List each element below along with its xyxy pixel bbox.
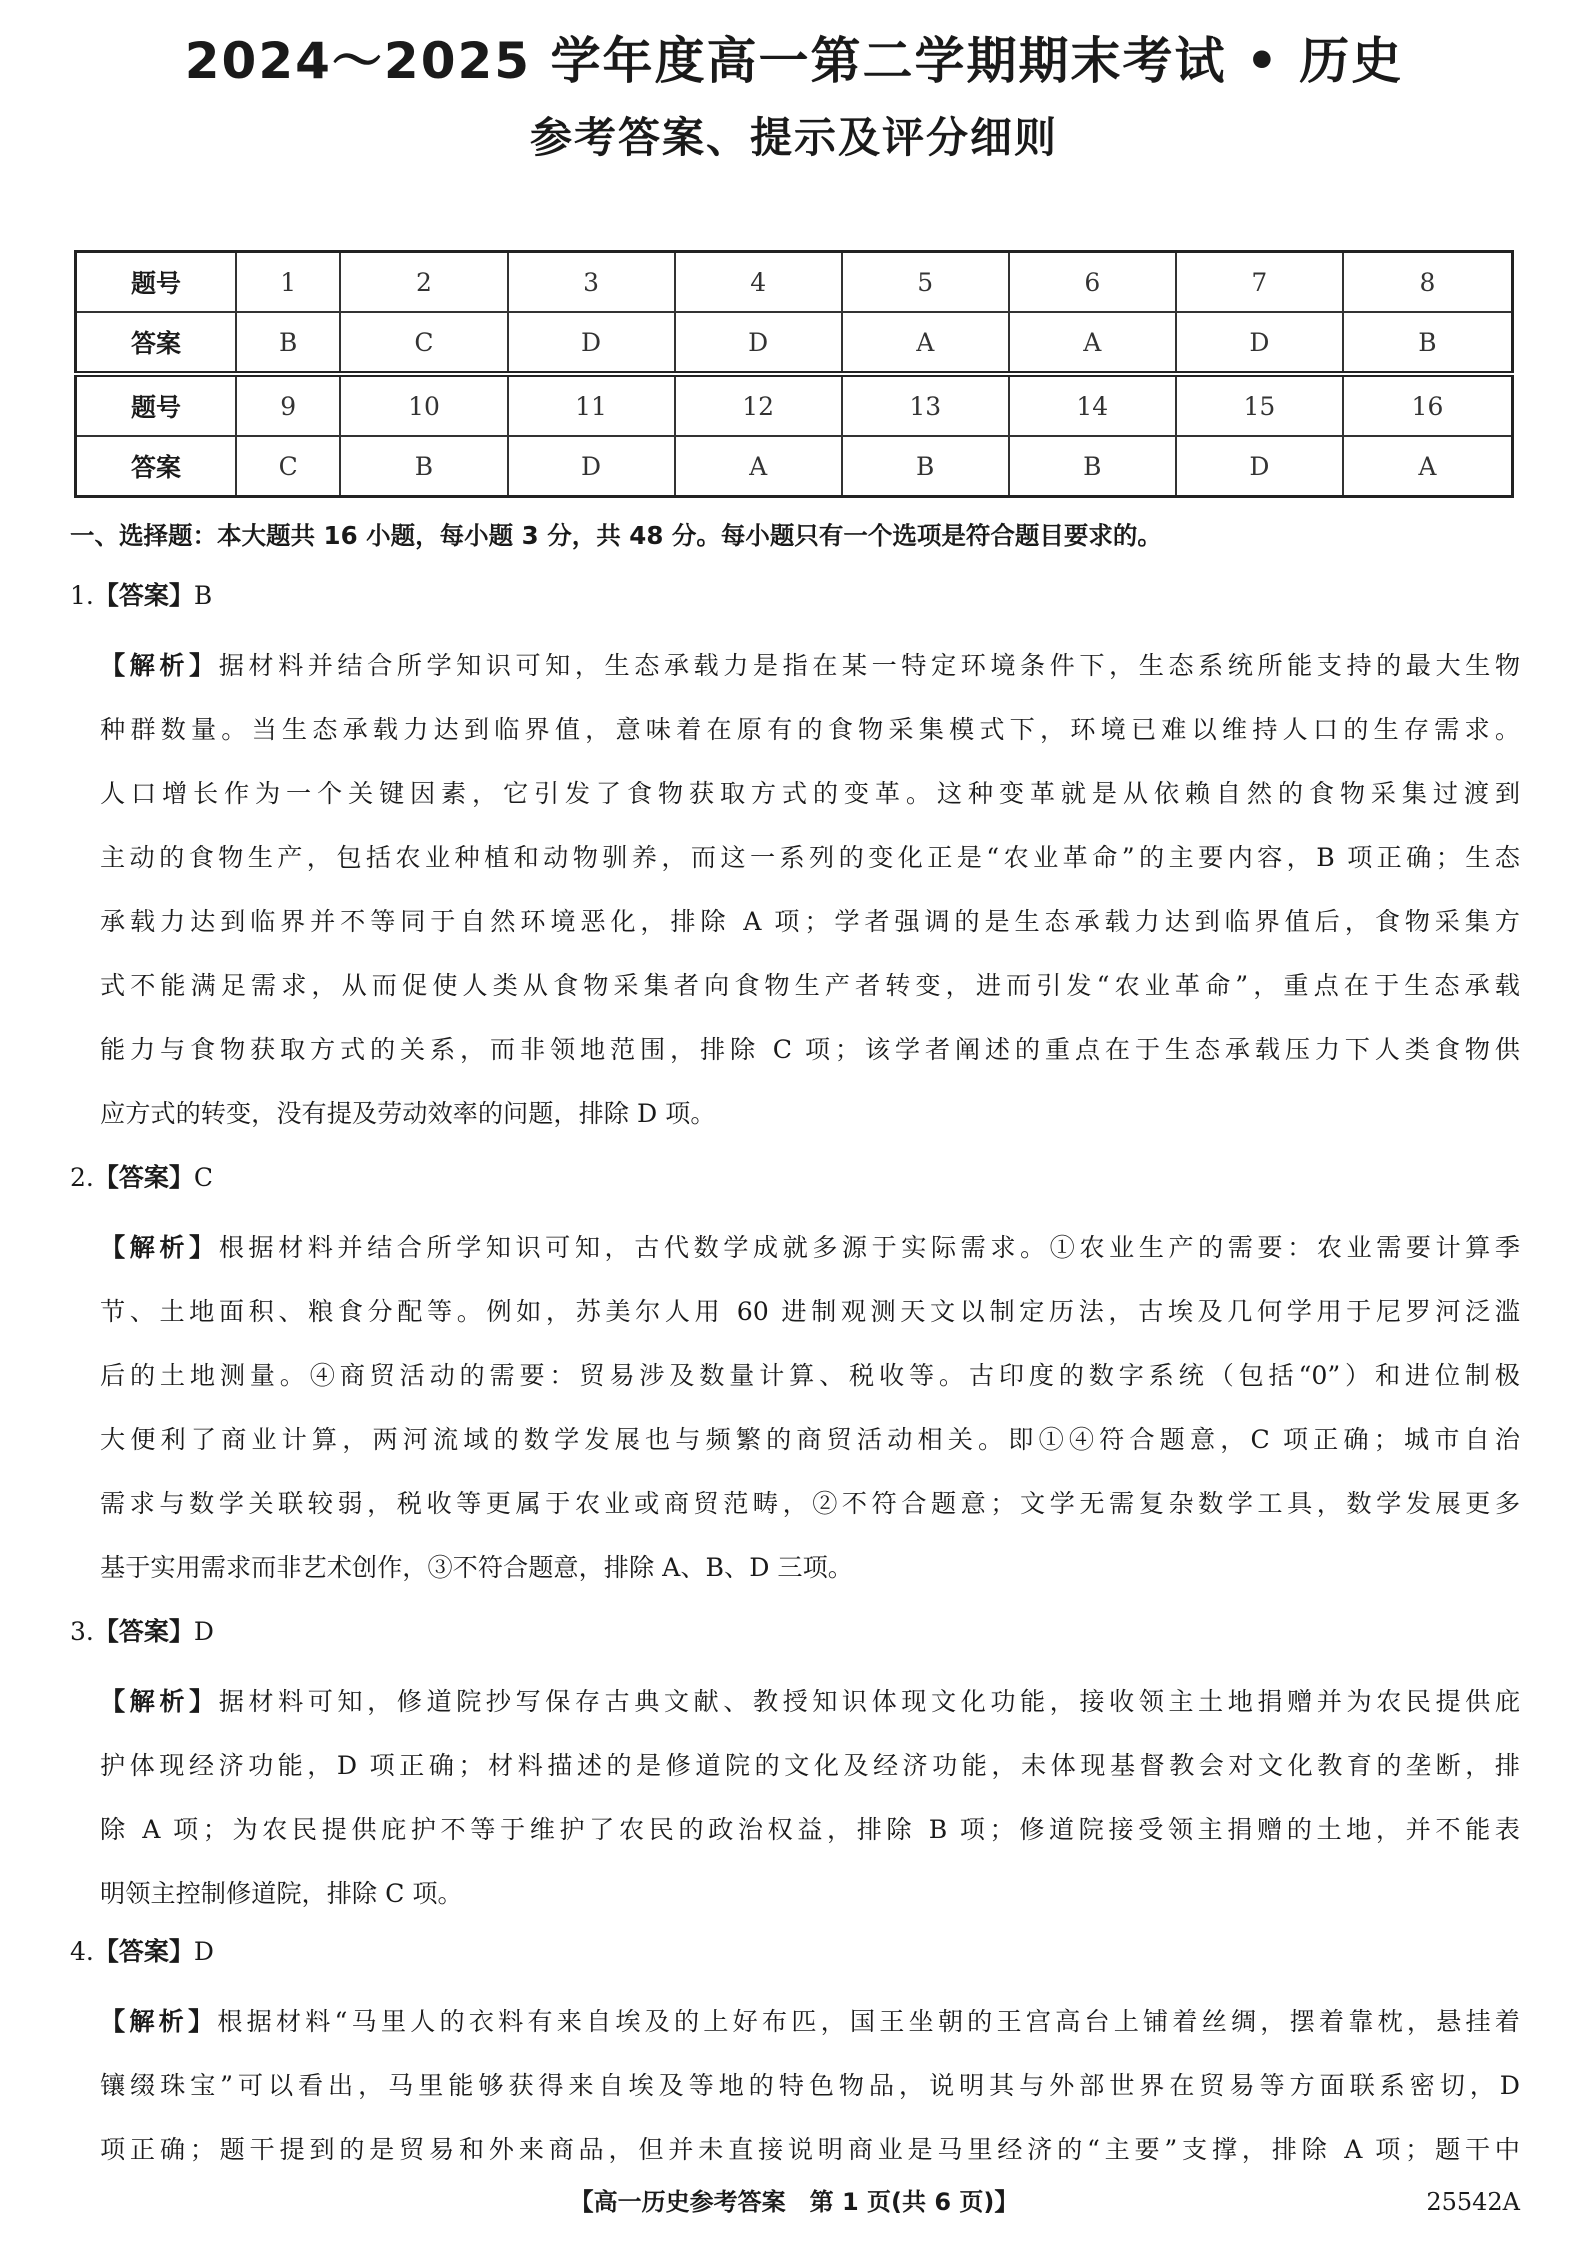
table-row	[76, 374, 1513, 436]
table-row	[76, 252, 1513, 313]
answer-value: D	[193, 1617, 214, 1646]
analysis-line: 基于实用需求而非艺术创作，③不符合题意，排除 A、B、D 三项。	[100, 1553, 853, 1582]
row-label-number: 题号	[76, 252, 237, 313]
analysis-line	[100, 1990, 1520, 2054]
analysis-line	[100, 634, 1520, 698]
table-cell: 16	[1343, 374, 1513, 436]
analysis-line: 镶缀珠宝”可以看出，马里能够获得来自埃及等地的特色物品，说明其与外部世界在贸易等方面联系密切，D	[100, 2071, 1520, 2100]
answer-value: D	[193, 1937, 214, 1966]
table-cell: D	[508, 312, 675, 374]
table-cell: 2	[340, 252, 507, 313]
answer-tag: 【答案】	[93, 581, 194, 610]
analysis-line: 式不能满足需求，从而促使人类从食物采集者向食物生产者转变，进而引发“农业革命”，重点在于生态承载	[100, 971, 1520, 1000]
answer-tag: 【答案】	[93, 1937, 194, 1966]
table-cell: A	[1343, 436, 1513, 497]
table-cell: C	[340, 312, 507, 374]
page-title: 2024～2025 学年度高一第二学期期末考试 • 历史	[184, 32, 1404, 90]
section-title: 一、选择题：本大题共 16 小题，每小题 3 分，共 48 分。每小题只有一个选项是符合题目要求的。	[70, 521, 1162, 550]
analysis-text: 根据材料并结合所学知识可知，古代数学成就多源于实际需求。①农业生产的需要：农业需要计算季	[218, 1233, 1520, 1262]
analysis-line	[100, 1216, 1520, 1280]
table-cell: 3	[508, 252, 675, 313]
table-cell: 8	[1343, 252, 1513, 313]
table-cell: B	[236, 312, 340, 374]
analysis-block	[100, 1670, 1520, 1926]
answer-value: C	[193, 1163, 214, 1192]
analysis-line: 除 A 项；为农民提供庇护不等于维护了农民的政治权益，排除 B 项；修道院接受领主捐赠的土地，并不能表	[100, 1815, 1520, 1844]
analysis-text: 据材料可知，修道院抄写保存古典文献、教授知识体现文化功能，接收领主土地捐赠并为农民提供庇	[218, 1687, 1520, 1716]
question-number: 1.	[70, 581, 94, 610]
table-cell: 5	[842, 252, 1009, 313]
question-answer	[70, 1158, 213, 1198]
analysis-text: 据材料并结合所学知识可知，生态承载力是指在某一特定环境条件下，生态系统所能支持的最大生物	[218, 651, 1520, 680]
analysis-line: 能力与食物获取方式的关系，而非领地范围，排除 C 项；该学者阐述的重点在于生态承载压力下人类食物供	[100, 1035, 1520, 1064]
analysis-tag: 【解析】	[100, 1687, 219, 1716]
table-cell: A	[675, 436, 842, 497]
table-cell: 1	[236, 252, 340, 313]
table-cell: 7	[1176, 252, 1343, 313]
row-label-answer: 答案	[76, 312, 237, 374]
question-number: 3.	[70, 1617, 94, 1646]
table-row	[76, 312, 1513, 374]
analysis-block	[100, 1990, 1520, 2182]
analysis-text: 根据材料“马里人的衣料有来自埃及的上好布匹，国王坐朝的王宫高台上铺着丝绸，摆着靠枕，悬挂着	[217, 2007, 1520, 2036]
analysis-line	[100, 1670, 1520, 1734]
analysis-block	[100, 1216, 1520, 1600]
paper-code: 25542A	[1426, 2188, 1520, 2216]
analysis-line: 承载力达到临界并不等同于自然环境恶化，排除 A 项；学者强调的是生态承载力达到临界值后，食物采集方	[100, 907, 1520, 936]
analysis-line: 护体现经济功能，D 项正确；材料描述的是修道院的文化及经济功能，未体现基督教会对文化教育的垄断，排	[100, 1751, 1520, 1780]
answer-value: B	[193, 581, 213, 610]
table-cell: A	[842, 312, 1009, 374]
table-cell: B	[1343, 312, 1513, 374]
analysis-line: 主动的食物生产，包括农业种植和动物驯养，而这一系列的变化正是“农业革命”的主要内容，B 项正确；生态	[100, 843, 1520, 872]
analysis-line: 人口增长作为一个关键因素，它引发了食物获取方式的变革。这种变革就是从依赖自然的食物采集过渡到	[100, 779, 1520, 808]
table-cell: D	[508, 436, 675, 497]
table-cell: 9	[236, 374, 340, 436]
analysis-line: 明领主控制修道院，排除 C 项。	[100, 1879, 463, 1908]
table-cell: A	[1009, 312, 1176, 374]
analysis-block	[100, 634, 1520, 1146]
question-answer	[70, 1932, 214, 1972]
table-cell: D	[1176, 436, 1343, 497]
answer-tag: 【答案】	[93, 1617, 194, 1646]
table-cell: 6	[1009, 252, 1176, 313]
analysis-line: 大便利了商业计算，两河流域的数学发展也与频繁的商贸活动相关。即①④符合题意，C 项正确；城市自治	[100, 1425, 1520, 1454]
question-number: 2.	[70, 1163, 94, 1192]
table-row	[76, 436, 1513, 497]
analysis-line: 需求与数学关联较弱，税收等更属于农业或商贸范畴，②不符合题意；文学无需复杂数学工具，数学发展更多	[100, 1489, 1520, 1518]
table-cell: B	[842, 436, 1009, 497]
table-cell: 14	[1009, 374, 1176, 436]
question-answer	[70, 576, 212, 616]
analysis-line: 项正确；题干提到的是贸易和外来商品，但并未直接说明商业是马里经济的“主要”支撑，排除 A 项；题干中	[100, 2135, 1520, 2164]
row-label-answer: 答案	[76, 436, 237, 497]
table-cell: 10	[340, 374, 507, 436]
table-cell: 11	[508, 374, 675, 436]
analysis-line: 种群数量。当生态承载力达到临界值，意味着在原有的食物采集模式下，环境已难以维持人口的生存需求。	[100, 715, 1520, 744]
table-cell: D	[1176, 312, 1343, 374]
analysis-line: 节、土地面积、粮食分配等。例如，苏美尔人用 60 进制观测天文以制定历法，古埃及几何学用于尼罗河泛滥	[100, 1297, 1520, 1326]
analysis-tag: 【解析】	[100, 1233, 219, 1262]
analysis-tag: 【解析】	[100, 2007, 218, 2036]
table-cell: 15	[1176, 374, 1343, 436]
answer-table	[74, 250, 1514, 498]
table-cell: D	[675, 312, 842, 374]
table-cell: 13	[842, 374, 1009, 436]
row-label-number: 题号	[76, 374, 237, 436]
analysis-tag: 【解析】	[100, 651, 219, 680]
table-cell: C	[236, 436, 340, 497]
answer-tag: 【答案】	[93, 1163, 194, 1192]
question-answer	[70, 1612, 214, 1652]
table-cell: 4	[675, 252, 842, 313]
analysis-line: 后的土地测量。④商贸活动的需要：贸易涉及数量计算、税收等。古印度的数字系统（包括“0”）和进位制极	[100, 1361, 1520, 1390]
page-footer: 【高一历史参考答案 第 1 页(共 6 页)】	[569, 2188, 1019, 2216]
table-cell: B	[340, 436, 507, 497]
table-cell: B	[1009, 436, 1176, 497]
table-cell: 12	[675, 374, 842, 436]
analysis-line: 应方式的转变，没有提及劳动效率的问题，排除 D 项。	[100, 1099, 716, 1128]
page-subtitle: 参考答案、提示及评分细则	[529, 113, 1058, 162]
question-number: 4.	[70, 1937, 94, 1966]
